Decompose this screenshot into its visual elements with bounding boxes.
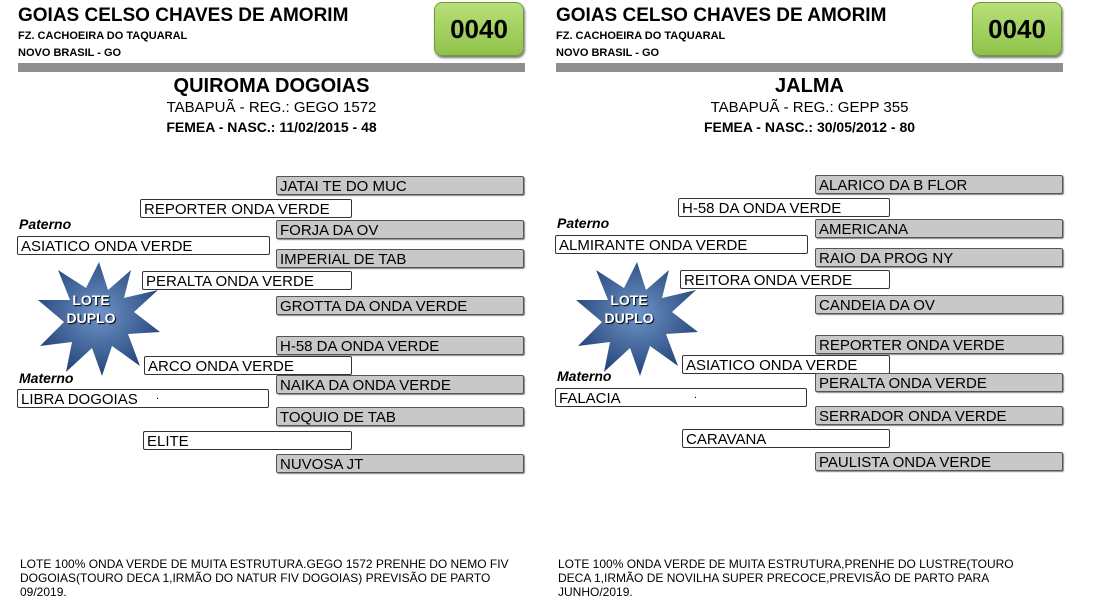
lot-number-badge: 0040 <box>972 2 1062 56</box>
ggp-6: PERALTA ONDA VERDE <box>815 373 1063 392</box>
badge-line-2: DUPLO <box>66 310 116 326</box>
farm-location: FZ. CACHOEIRA DO TAQUARAL <box>18 30 188 42</box>
sire-sire: H-58 DA ONDA VERDE <box>678 198 890 217</box>
lot-number-badge: 0040 <box>434 2 524 56</box>
dam-mark: . <box>156 390 160 402</box>
farm-name: GOIAS CELSO CHAVES DE AMORIM <box>556 5 887 26</box>
animal-card-1 <box>0 0 530 614</box>
badge-line-2: DUPLO <box>604 310 654 326</box>
dam-dam: CARAVANA <box>682 429 890 448</box>
sex-birth-date: FEMEA - NASC.: 11/02/2015 - 48 <box>166 119 377 135</box>
farm-city: NOVO BRASIL - GO <box>18 47 122 59</box>
dam-name: FALACIA <box>559 390 621 407</box>
sire-sire: REPORTER ONDA VERDE <box>140 199 352 218</box>
dam-dam: ELITE <box>143 431 352 450</box>
lot-notes: LOTE 100% ONDA VERDE DE MUITA ESTRUTURA.GEGO 1572 PRENHE DO NEMO FIV DOGOIAS(TOURO DECA 1,IRMÃO DO NATUR FIV DOGOIAS) PREVISÃO DE PARTO 09/2019. <box>20 557 509 599</box>
ggp-5: H-58 DA ONDA VERDE <box>276 336 524 355</box>
lote-duplo-label <box>574 291 684 327</box>
lote-duplo-label <box>36 291 146 327</box>
farm-location: FZ. CACHOEIRA DO TAQUARAL <box>556 30 726 42</box>
ggp-8: PAULISTA ONDA VERDE <box>815 452 1063 471</box>
animal-name: JALMA <box>775 75 844 97</box>
farm-city: NOVO BRASIL - GO <box>556 47 660 59</box>
sire-dam: REITORA ONDA VERDE <box>680 270 890 289</box>
paternal-label: Paterno <box>557 215 610 231</box>
dam-sire: ASIATICO ONDA VERDE <box>682 355 890 374</box>
ggp-1: JATAI TE DO MUC <box>276 176 524 195</box>
sex-birth-date: FEMEA - NASC.: 30/05/2012 - 80 <box>703 119 916 135</box>
dam <box>555 388 807 407</box>
maternal-label: Materno <box>19 370 74 386</box>
maternal-label: Materno <box>557 368 612 384</box>
ggp-3: RAIO DA PROG NY <box>815 248 1063 267</box>
ggp-4: GROTTA DA ONDA VERDE <box>276 296 524 315</box>
lot-notes: LOTE 100% ONDA VERDE DE MUITA ESTRUTURA,PRENHE DO LUSTRE(TOURO DECA 1,IRMÃO DE NOVILHA SUPER PRECOCE,PREVISÃO DE PARTO PARA JUNHO/2019. <box>558 557 1014 599</box>
dam-name: LIBRA DOGOIAS <box>21 391 138 408</box>
ggp-3: IMPERIAL DE TAB <box>276 249 524 268</box>
dam-sire: ARCO ONDA VERDE <box>144 356 352 375</box>
farm-name: GOIAS CELSO CHAVES DE AMORIM <box>18 5 349 26</box>
breed-registration: TABAPUÃ - REG.: GEGO 1572 <box>166 99 377 116</box>
ggp-1: ALARICO DA B FLOR <box>815 175 1063 194</box>
header-divider <box>556 63 1063 72</box>
sire: ASIATICO ONDA VERDE <box>17 236 270 255</box>
sire: ALMIRANTE ONDA VERDE <box>555 235 808 254</box>
animal-name: QUIROMA DOGOIAS <box>173 75 370 97</box>
ggp-4: CANDEIA DA OV <box>815 295 1063 314</box>
badge-line-1: LOTE <box>72 292 110 308</box>
badge-line-1: LOTE <box>610 292 648 308</box>
ggp-7: TOQUIO DE TAB <box>276 407 524 426</box>
dam-mark: . <box>694 389 698 401</box>
ggp-7: SERRADOR ONDA VERDE <box>815 406 1063 425</box>
sire-dam: PERALTA ONDA VERDE <box>142 271 352 290</box>
ggp-2: FORJA DA OV <box>276 220 524 239</box>
ggp-8: NUVOSA JT <box>276 454 524 473</box>
animal-card-2 <box>538 0 1068 614</box>
ggp-5: REPORTER ONDA VERDE <box>815 335 1063 354</box>
breed-registration: TABAPUÃ - REG.: GEPP 355 <box>710 99 909 116</box>
dam <box>17 389 269 408</box>
ggp-2: AMERICANA <box>815 219 1063 238</box>
paternal-label: Paterno <box>19 216 72 232</box>
ggp-6: NAIKA DA ONDA VERDE <box>276 375 524 394</box>
header-divider <box>18 63 525 72</box>
